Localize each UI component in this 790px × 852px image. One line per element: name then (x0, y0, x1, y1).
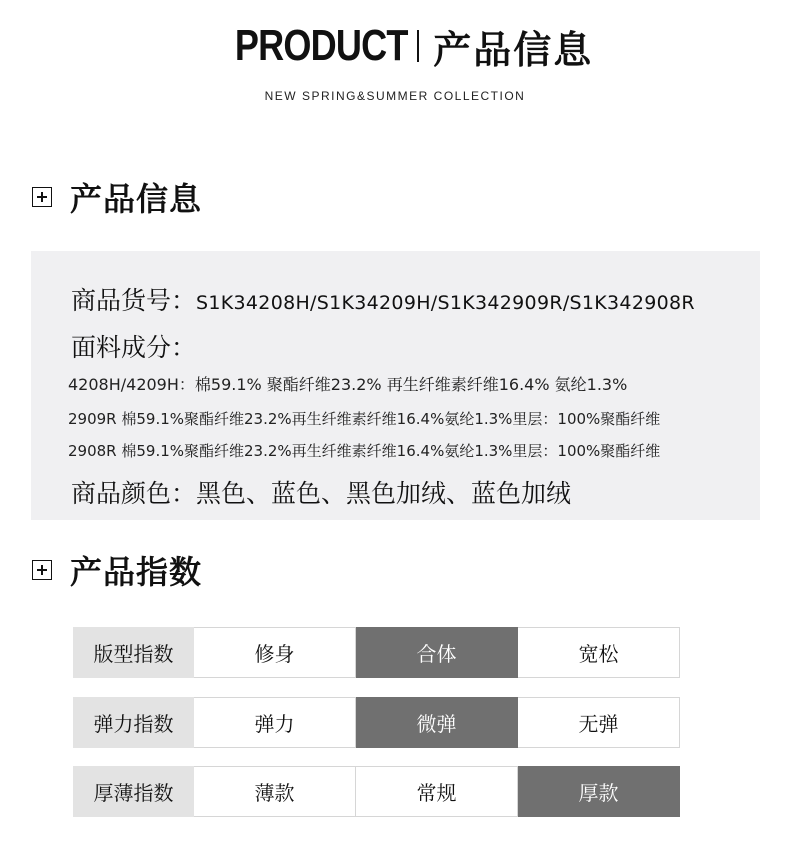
thickness-option: 常规 (356, 766, 518, 817)
product-info-panel (31, 251, 760, 520)
fit-index-label: 版型指数 (73, 627, 194, 678)
color-label: 商品颜色： (71, 479, 197, 508)
fit-index-row (73, 627, 680, 678)
fabric-line-2: 2909R 棉59.1%聚酯纤维23.2%再生纤维素纤维16.4%氨纶1.3%里层：100%聚酯纤维 (68, 410, 661, 428)
fabric-line-1: 4208H/4209H：棉59.1% 聚酯纤维23.2% 再生纤维素纤维16.4% 氨纶1.3% (68, 375, 628, 394)
thickness-option: 厚款 (518, 766, 680, 817)
thickness-option: 薄款 (194, 766, 356, 817)
plus-square-icon (32, 187, 52, 207)
sku-line (71, 281, 695, 317)
section-index-title: 产品指数 (70, 553, 203, 591)
color-line (71, 474, 571, 510)
fit-option: 合体 (356, 627, 518, 678)
thickness-index-label: 厚薄指数 (73, 766, 194, 817)
fabric-line-3: 2908R 棉59.1%聚酯纤维23.2%再生纤维素纤维16.4%氨纶1.3%里层：100%聚酯纤维 (68, 442, 661, 460)
fit-option: 修身 (194, 627, 356, 678)
color-value: 黑色、蓝色、黑色加绒、蓝色加绒 (196, 479, 572, 508)
stretch-option: 微弹 (356, 697, 518, 748)
fabric-heading (71, 328, 196, 364)
title-divider (417, 30, 419, 62)
brand-title-en: PRODUCT (234, 21, 408, 70)
stretch-option: 无弹 (518, 697, 680, 748)
collection-subtitle: NEW SPRING&SUMMER COLLECTION (264, 89, 526, 103)
fit-option: 宽松 (518, 627, 680, 678)
fabric-label: 面料成分： (71, 333, 197, 362)
plus-square-icon (32, 560, 52, 580)
stretch-option: 弹力 (194, 697, 356, 748)
section-index-heading (32, 547, 202, 593)
section-info-title: 产品信息 (70, 180, 203, 218)
stretch-index-row (73, 697, 680, 748)
stretch-index-label: 弹力指数 (73, 697, 194, 748)
thickness-index-row (73, 766, 680, 817)
sku-label: 商品货号： (71, 286, 197, 315)
brand-title-cn: 产品信息 (433, 27, 594, 72)
sku-value: S1K34208H/S1K34209H/S1K342909R/S1K342908R (196, 292, 695, 314)
brand-row (0, 18, 790, 74)
section-info-heading (32, 174, 202, 220)
